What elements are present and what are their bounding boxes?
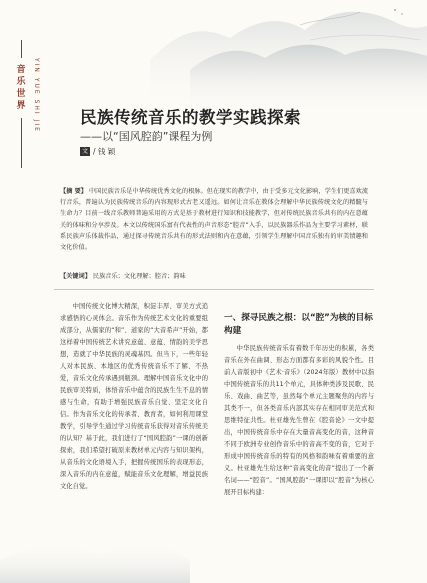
keywords-label: 【关键词】 [60,273,91,280]
abstract [60,186,368,253]
body-right-column [224,343,374,499]
column-rule-top [21,40,22,58]
abstract-label: 【摘 要】 [60,188,87,195]
bottom-ink-decoration [0,500,427,583]
author-line [80,146,115,157]
column-char: 音 [16,65,26,75]
author-name: / 钱 颖 [93,147,116,156]
ink-landscape-decoration [0,0,427,120]
column-char: 乐 [16,77,26,87]
body-left-column [60,301,208,493]
column-rule-bottom [21,118,22,168]
article-title: 民族传统音乐的教学实践探索 [80,108,301,127]
paragraph: 中国传统文化博大精深，积淀丰厚、审美方式追求感悟的心灵体会。音乐作为传统艺术文化的重要组成部分，从儒家的“和”、道家的“大音希声”开始，都这样着中国传统艺术讲究意蕴、意蕴、情韵的美学思想，造就了中华民族的灵魂基因。但当下，一些年轻人对本民族、本地区的优秀传统音乐不了解、不热爱，音乐文化传承遇到瓶颈。理解中国音乐文化中的民族审美特质，体悟音乐中蕴含的民族生生不息的情感与生命，有助于增强民族音乐自觉、坚定文化自信。作为音乐文化的传承者、教育者，如何利用课堂教学，引导学生通过学习传统音乐获得对音乐传统美的认知？基于此，我们进行了“国风腔韵”一课的创新探索，我们希望打破原来教材单元内容与知识架构，从音乐的文化语境入手，把握传统国乐的表现形态，深入音乐的内在意蕴，赋能音乐文化理解，增益民族文化自觉。 [60,303,208,490]
author-badge: 文 [82,148,89,155]
column-char: 界 [16,101,26,111]
column-label-en: YIN YUE SHI JIE [33,58,40,133]
section-heading: 一、探寻民族之根：以“腔”为核的目标构建 [224,313,373,336]
divider [54,289,374,290]
column-char: 世 [16,89,26,99]
abstract-text: 中国民族音乐是中华传统优秀文化的根脉。但在现实的教学中，由于受多元文化影响，学生们更喜欢流行音乐，普遍认为民族传统音乐的内容现形式古老又遥远。如何让音乐在教体会理解中华民族传统文化的精髓与生命力？目前一线音乐教师普遍采用的方式是基于教材进行知识和技能教学，但对传统民族音乐共有的内在意蕴关的体味和分享涉及。本文以传统国乐富有代表性的声音形态“腔音”入手，以民族器乐作品为主要学习素材，联系民族声乐体裁作品，通过探寻传统音乐共有的形式法则和内在意蕴，引领学生理解中国音乐独有的审美情趣和文化价值。 [60,188,369,252]
column-label [13,64,29,112]
keywords-text: 民族音乐；文化理解；腔音；韵味 [92,273,186,280]
paragraph: 中华民族传统音乐有着数千年历史的积累，各类音乐在外在曲调、形态方面都有多彩的风貌个性。目前人音版初中《艺术·音乐》（2024年版）教材中以指中国传统音乐的共11个单元，具体种类涉及民歌、民乐、戏曲、曲艺等，虽然每个单元主题聚焦的内容与其类不一，但各类音乐内部其实存在相同审美范式和思维特征共性。杜亚雄先生曾在《腔音论》一文中提出，中国传统音乐中存在大量音高变化的音，这种音不同于欧洲专业创作音乐中的音高不变的音，它对于形成中国传统音乐的特有的风格和韵味有着重要的意义。杜亚雄先生给这种“音高变化的音”提出了一个新名词——“腔音”。“国风腔韵”一课即以“腔音”为核心展开目标构建： [224,345,374,496]
keywords [60,272,368,282]
article-subtitle: ——以“国风腔韵”课程为例 [80,130,213,143]
